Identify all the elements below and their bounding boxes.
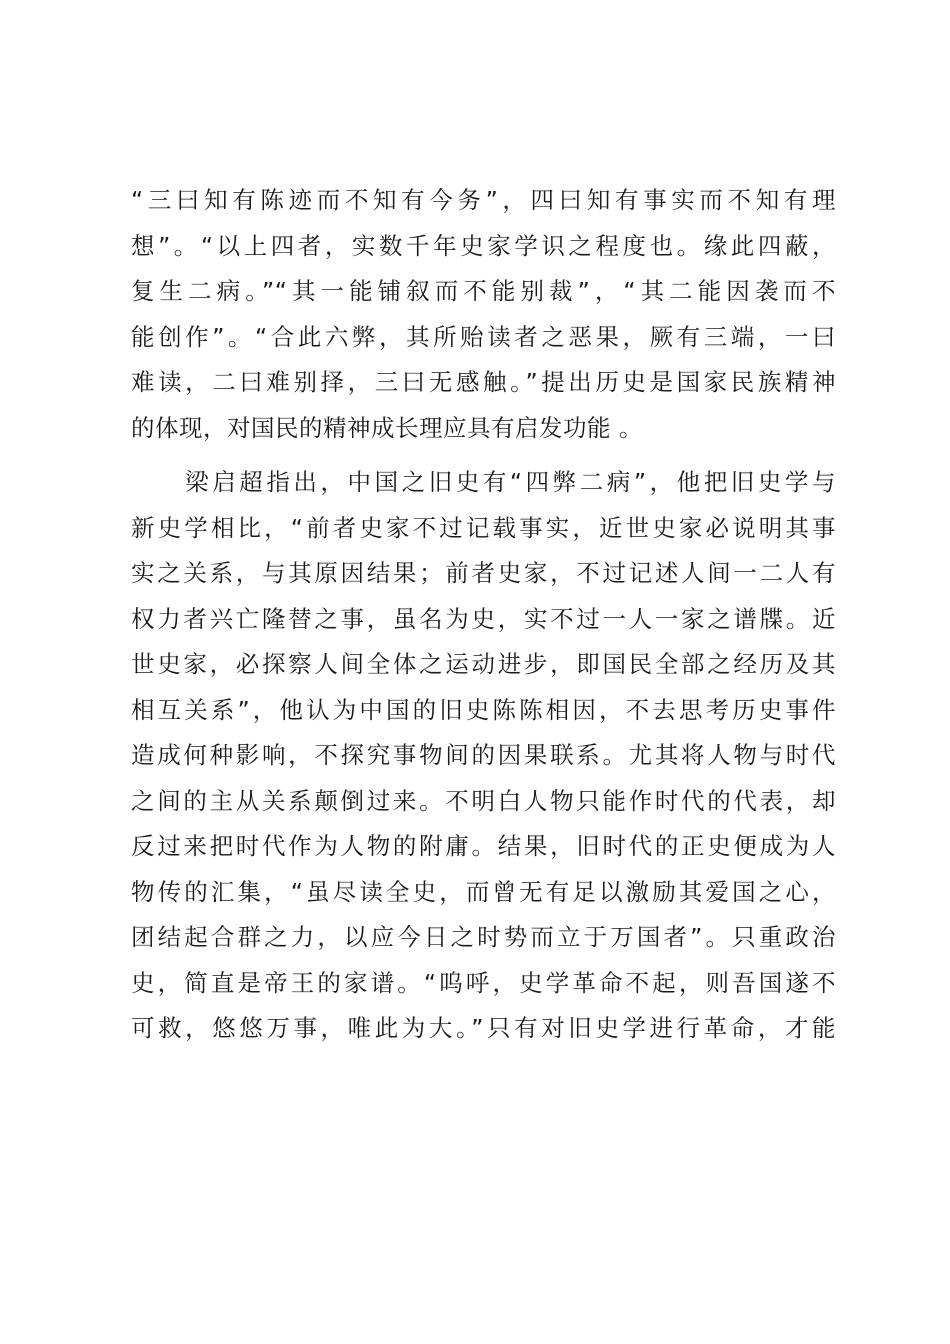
text-line: 的体现，对国民的精神成长理应具有启发功能 。 <box>131 413 643 442</box>
paragraph-spacer <box>131 451 836 460</box>
text-line: 梁启超指出，中国之旧史有“四弊二病”，他把旧史学与 <box>131 468 836 496</box>
text-line: 造成何种影响，不探究事物间的因果联系。尤其将人物与时代 <box>131 741 836 769</box>
text-line: 能创作”。“合此六弊，其所贻读者之恶果，厥有三端，一曰 <box>131 322 836 351</box>
text-line: 想”。“以上四者，实数千年史家学识之程度也。缘此四蔽， <box>131 231 836 260</box>
text-line: 团结起合群之力，以应今日之时势而立于万国者”。只重政治 <box>131 923 836 951</box>
text-line: 新史学相比，“前者史家不过记载事实，近世史家必说明其事 <box>131 513 836 542</box>
text-line: 世史家，必探察人间全体之运动进步，即国民全部之经历及其 <box>131 650 836 678</box>
text-line: 实之关系，与其原因结果；前者史家，不过记述人间一二人有 <box>131 559 836 587</box>
text-line: “三曰知有陈迹而不知有今务”，四曰知有事实而不知有理 <box>131 186 836 214</box>
paragraph-1 <box>131 178 836 451</box>
text-line: 史，简直是帝王的家谱。“呜呼，史学革命不起，则吾国遂不 <box>131 968 836 997</box>
text-line: 可救，悠悠万事，唯此为大。”只有对旧史学进行革命，才能 <box>131 1014 836 1042</box>
text-line: 之间的主从关系颠倒过来。不明白人物只能作时代的代表，却 <box>131 786 836 815</box>
text-line: 复生二病。”“其一能铺叙而不能别裁”，“其二能因袭而不 <box>131 277 836 305</box>
text-line: 难读，二曰难别择，三曰无感触。”提出历史是国家民族精神 <box>131 368 836 396</box>
body-text <box>131 178 836 1052</box>
text-line: 反过来把时代作为人物的附庸。结果，旧时代的正史便成为人 <box>131 832 836 860</box>
paragraph-2 <box>131 460 836 1052</box>
text-line: 物传的汇集，“虽尽读全史，而曾无有足以激励其爱国之心， <box>131 877 836 906</box>
text-line: 权力者兴亡隆替之事，虽名为史，实不过一人一家之谱牒。近 <box>131 604 836 633</box>
text-line: 相互关系”，他认为中国的旧史陈陈相因，不去思考历史事件 <box>131 695 836 724</box>
